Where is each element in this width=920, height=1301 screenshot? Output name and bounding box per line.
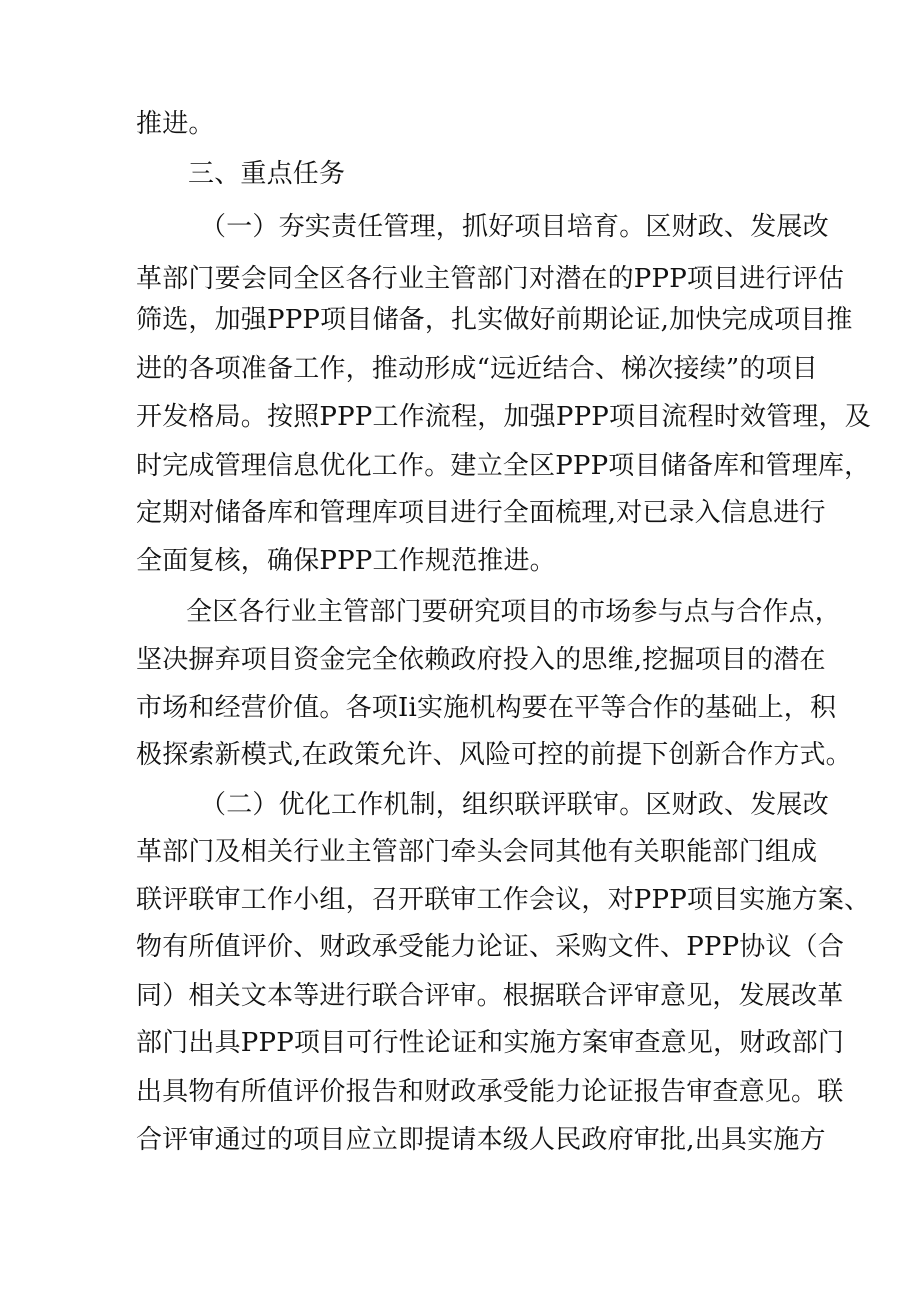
body-text-line: 同）相关文本等进行联合评审。根据联合评审意见，发展改革 (136, 981, 844, 1011)
body-text-line: 出具物有所值评价报告和财政承受能力论证报告审查意见。联 (136, 1077, 844, 1107)
body-text-line: 革部门及相关行业主管部门牵头会同其他有关职能部门组成 (136, 837, 818, 867)
body-text-line: 坚决摒弃项目资金完全依赖政府投入的思维,挖掘项目的潜在 (136, 645, 826, 675)
body-text-line: 革部门要会同全区各行业主管部门对潜在的PPP项目进行评估 (136, 264, 845, 294)
subsection-heading-line: （一）夯实责任管理，抓好项目培育。区财政、发展改 (200, 212, 829, 242)
body-text-line: 市场和经营价值。各项Ii实施机构要在平等合作的基础上，积 (136, 693, 837, 723)
body-text-line: 推进。 (136, 109, 215, 139)
body-text-line: 定期对储备库和管理库项目进行全面梳理,对已录入信息进行 (136, 498, 826, 528)
paragraph-first-line: 全区各行业主管部门要研究项目的市场参与点与合作点， (186, 597, 842, 627)
body-text-line: 合评审通过的项目应立即提请本级人民政府审批,出具实施方 (136, 1125, 826, 1155)
body-text-line: 时完成管理信息优化工作。建立全区PPP项目储备库和管理库， (136, 451, 871, 481)
body-text-line: 联评联审工作小组，召开联审工作会议，对PPP项目实施方案、 (136, 885, 871, 915)
body-text-line: 进的各项准备工作，推动形成“远近结合、梯次接续”的项目 (136, 354, 818, 384)
body-text-line: 开发格局。按照PPP工作流程，加强PPP项目流程时效管理，及 (136, 402, 871, 432)
section-heading: 三、重点任务 (188, 159, 346, 189)
body-text-line: 筛选，加强PPP项目储备，扎实做好前期论证,加快完成项目推 (136, 305, 853, 335)
subsection-heading-line: （二）优化工作机制，组织联评联审。区财政、发展改 (200, 790, 829, 820)
body-text-line: 极探索新模式,在政策允许、风险可控的前提下创新合作方式。 (136, 740, 852, 770)
body-text-line: 部门出具PPP项目可行性论证和实施方案审查意见，财政部门 (136, 1028, 845, 1058)
body-text-line: 全面复核，确保PPP工作规范推进。 (136, 546, 556, 576)
body-text-line: 物有所值评价、财政承受能力论证、采购文件、PPP协议（合 (136, 932, 845, 962)
